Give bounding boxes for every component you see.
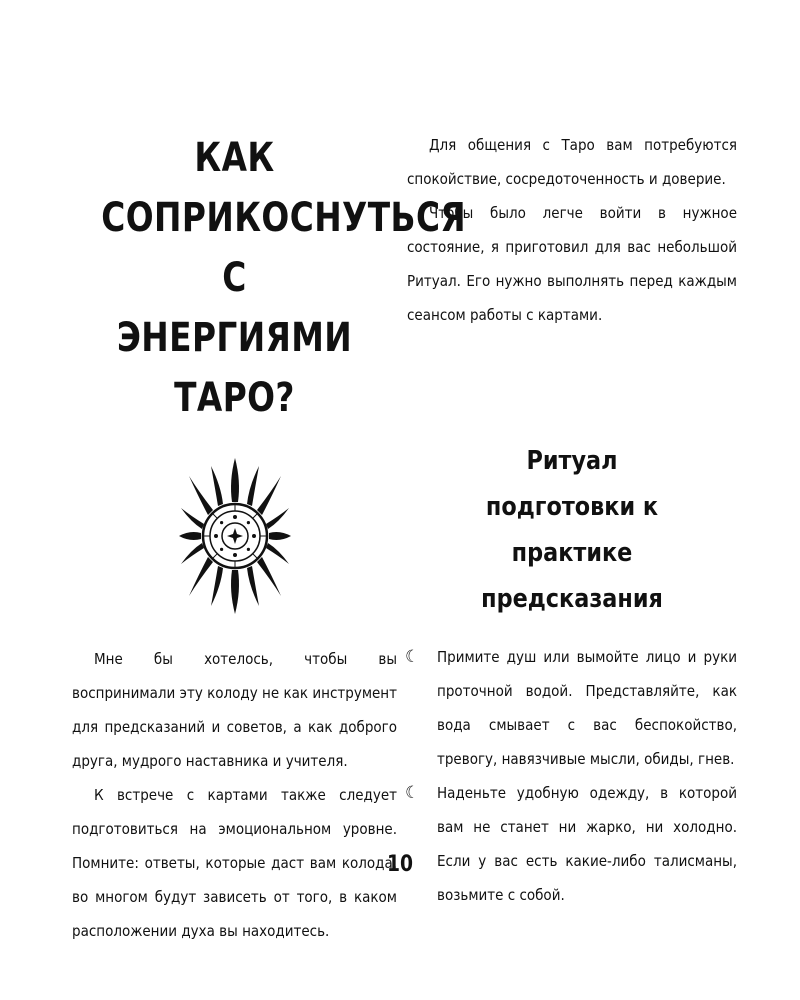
left-body-text — [72, 642, 397, 948]
list-item — [407, 776, 737, 912]
paragraph: Мне бы хотелось, чтобы вы воспринимали эту колоду не как инструмент для предсказаний и советов, а как доброго друга, мудрого наставника и учителя. — [72, 650, 397, 770]
right-intro-text — [407, 128, 737, 332]
subtitle-line: Ритуал — [526, 446, 618, 476]
paragraph: Для общения с Таро вам потребуются спокойствие, сосредоточенность и доверие. — [407, 136, 737, 188]
right-column — [407, 120, 737, 912]
sun-zodiac-icon — [175, 456, 295, 616]
paragraph: К встрече с картами также следует подготовиться на эмоциональном уровне. Помните: ответы, которые даст вам колода, во многом будут зависеть от того, в каком расположении духа вы находитесь. — [72, 786, 397, 940]
crescent-moon-icon: ☾ — [405, 783, 419, 803]
ritual-heading — [430, 438, 714, 622]
page-title — [101, 128, 467, 428]
paragraph: Чтобы было легче войти в нужное состояние, я приготовил для вас небольшой Ритуал. Его нужно выполнять перед каждым сеансом работы с картами. — [407, 204, 737, 324]
subtitle-line: предсказания — [481, 584, 663, 614]
list-item-text: Примите душ или вымойте лицо и руки проточной водой. Представляйте, как вода смывает с вас беспокойство, тревогу, навязчивые мысли, обиды, гнев. — [437, 648, 737, 768]
page-number: 10 — [386, 852, 414, 877]
title-line: С ЭНЕРГИЯМИ — [116, 255, 353, 361]
title-line: КАК — [194, 135, 275, 181]
crescent-moon-icon: ☾ — [405, 647, 419, 667]
title-line: СОПРИКОСНУТЬСЯ — [101, 195, 467, 241]
subtitle-line: подготовки к практике — [485, 492, 659, 568]
list-item — [407, 640, 737, 776]
title-line: ТАРО? — [174, 375, 295, 421]
list-item-text: Наденьте удобную одежду, в которой вам не станет ни жарко, ни холодно. Если у вас есть какие-либо талисманы, возьмите с собой. — [437, 784, 737, 904]
